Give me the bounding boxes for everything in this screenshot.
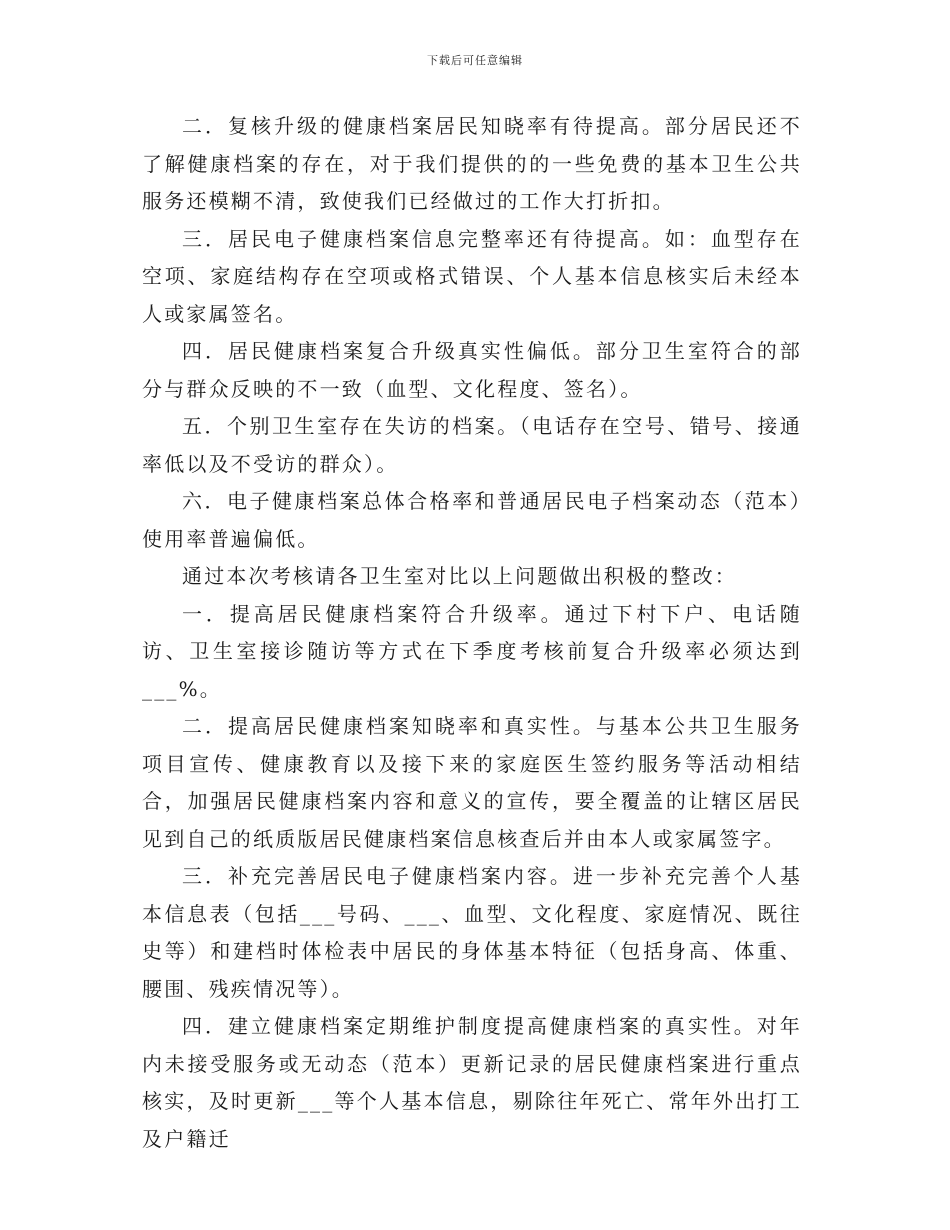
page-header: 下载后可任意编辑 bbox=[427, 54, 523, 67]
paragraph-issue-3: 三．居民电子健康档案信息完整率还有待提高。如：血型存在空项、家庭结构存在空项或格式错误、个人基本信息核实后未经本人或家属签名。 bbox=[142, 226, 802, 326]
paragraph-rectification-intro: 通过本次考核请各卫生室对比以上问题做出积极的整改： bbox=[182, 564, 737, 588]
document-body bbox=[142, 108, 802, 1158]
paragraph-measure-4: 四．建立健康档案定期维护制度提高健康档案的真实性。对年内未接受服务或无动态（范本）更新记录的居民健康档案进行重点核实，及时更新___等个人基本信息，剔除往年死亡、常年外出打工及户籍迁 bbox=[142, 1014, 802, 1151]
paragraph-measure-2: 二．提高居民健康档案知晓率和真实性。与基本公共卫生服务项目宣传、健康教育以及接下来的家庭医生签约服务等活动相结合，加强居民健康档案内容和意义的宣传，要全覆盖的让辖区居民见到自己的纸质版居民健康档案信息核查后并由本人或家属签字。 bbox=[142, 714, 802, 851]
paragraph-issue-5: 五．个别卫生室存在失访的档案。（电话存在空号、错号、接通率低以及不受访的群众）。 bbox=[142, 414, 802, 476]
paragraph-issue-6: 六．电子健康档案总体合格率和普通居民电子档案动态（范本）使用率普遍偏低。 bbox=[142, 489, 802, 551]
paragraph-measure-3: 三．补充完善居民电子健康档案内容。进一步补充完善个人基本信息表（包括___号码、___、血型、文化程度、家庭情况、既往史等）和建档时体检表中居民的身体基本特征（包括身高、体重、腰围、残疾情况等）。 bbox=[142, 864, 802, 1001]
paragraph-issue-2: 二．复核升级的健康档案居民知晓率有待提高。部分居民还不了解健康档案的存在，对于我们提供的的一些免费的基本卫生公共服务还模糊不清，致使我们已经做过的工作大打折扣。 bbox=[142, 114, 802, 213]
paragraph-issue-4: 四．居民健康档案复合升级真实性偏低。部分卫生室符合的部分与群众反映的不一致（血型、文化程度、签名）。 bbox=[142, 339, 802, 401]
paragraph-measure-1: 一．提高居民健康档案符合升级率。通过下村下户、电话随访、卫生室接诊随访等方式在下季度考核前复合升级率必须达到___%。 bbox=[142, 601, 802, 701]
